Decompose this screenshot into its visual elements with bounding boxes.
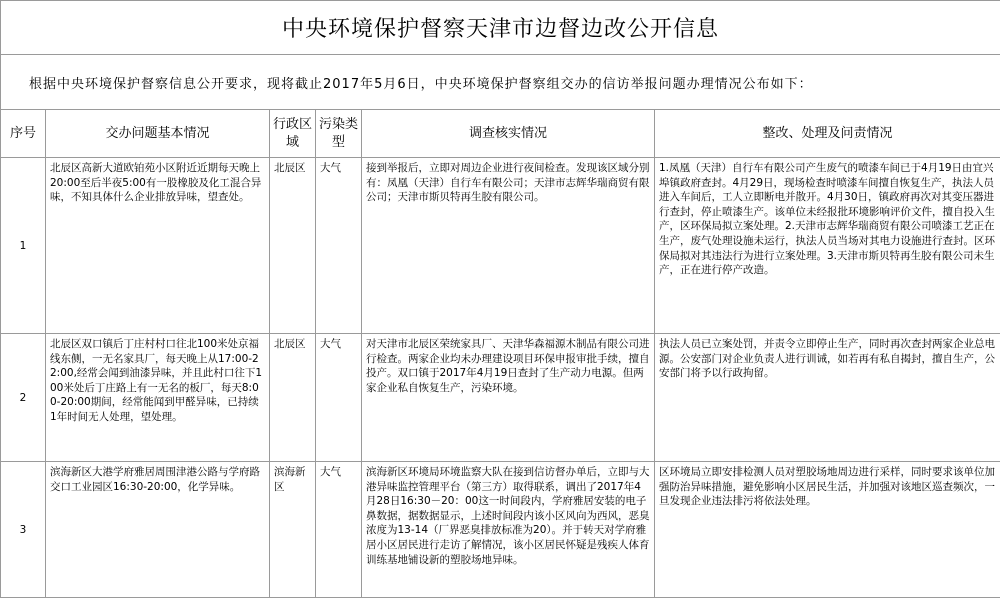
table-row: [1, 334, 1000, 462]
row-pollution: 大气: [316, 334, 362, 462]
header-seq: 序号: [1, 110, 46, 158]
row-seq: 2: [1, 334, 46, 462]
header-pollution: 污染类型: [316, 110, 362, 158]
header-district: 行政区域: [270, 110, 316, 158]
row-problem: 北辰区双口镇后丁庄村村口往北100米处京福线东侧，一无名家具厂，每天晚上从17:00-22:00,经常会闻到油漆异味，并且此村口往下100米处后丁庄路上有一无名的板厂，每天8:00-20:00期间，经常能闻到甲醛异味，已持续1年时间无人处理，望处理。: [46, 334, 270, 462]
intro-text: 根据中央环境保护督察信息公开要求，现将截止2017年5月6日，中央环境保护督察组交办的信访举报问题办理情况公布如下：: [1, 55, 1000, 110]
header-problem: 交办问题基本情况: [46, 110, 270, 158]
row-problem: 北辰区高新大道欧铂苑小区附近近期每天晚上20:00至后半夜5:00有一股橡胶及化工混合异味，不知具体什么企业排放异味，望查处。: [46, 158, 270, 334]
row-pollution: 大气: [316, 158, 362, 334]
header-investigation: 调查核实情况: [362, 110, 655, 158]
row-rectification: 执法人员已立案处罚，并责令立即停止生产，同时再次查封两家企业总电源。公安部门对企业负责人进行训诫，如若再有私自揭封，擅自生产，公安部门将予以行政拘留。: [655, 334, 1000, 462]
table-row: [1, 462, 1000, 598]
row-seq: 1: [1, 158, 46, 334]
header-rectification: 整改、处理及问责情况: [655, 110, 1000, 158]
table-row: [1, 158, 1000, 334]
row-investigation: 对天津市北辰区荣统家具厂、天津华森福源木制品有限公司进行检查。两家企业均未办理建设项目环保申报审批手续，擅自投产。双口镇于2017年4月19日查封了生产动力电源。但两家企业私自恢复生产，污染环境。: [362, 334, 655, 462]
row-district: 北辰区: [270, 158, 316, 334]
table-header-row: [1, 110, 1000, 158]
row-problem: 滨海新区大港学府雅居周围津港公路与学府路交口工业园区16:30-20:00，化学异味。: [46, 462, 270, 598]
row-seq: 3: [1, 462, 46, 598]
row-district: 北辰区: [270, 334, 316, 462]
row-investigation: 滨海新区环境局环境监察大队在接到信访督办单后，立即与大港异味监控管理平台（第三方）取得联系，调出了2017年4月28日16:30－20：00这一时间段内，学府雅居安装的电子鼻数据，据数据显示，上述时间段内该小区风向为西风，恶臭浓度为13-14（厂界恶臭排放标准为20）。并于转天对学府雅居小区居民进行走访了解情况，该小区居民怀疑是残疾人体育训练基地铺设新的塑胶场地异味。: [362, 462, 655, 598]
row-rectification: 1.凤凰（天津）自行车有限公司产生废气的喷漆车间已于4月19日由宜兴埠镇政府查封。4月29日，现场检查时喷漆车间擅自恢复生产，执法人员进入车间后，工人立即断电并散开。4月30日，镇政府再次对其变压器进行查封，停止喷漆生产。该单位未经报批环境影响评价文件，擅自投入生产，区环保局拟立案处理。2.天津市志辉华瑞商贸有限公司喷漆工艺正在生产，废气处理设施未运行，执法人员当场对其电力设施进行查封。区环保局拟对其违法行为进行立案处理。3.天津市斯贝特再生胶有限公司未生产，正在进行停产改造。: [655, 158, 1000, 334]
row-investigation: 接到举报后，立即对周边企业进行夜间检查。发现该区域分别有：凤凰（天津）自行车有限公司；天津市志辉华瑞商贸有限公司；天津市斯贝特再生胶有限公司。: [362, 158, 655, 334]
row-rectification: 区环境局立即安排检测人员对塑胶场地周边进行采样，同时要求该单位加强防治异味措施，避免影响小区居民生活，并加强对该地区巡查频次，一旦发现企业违法排污将依法处理。: [655, 462, 1000, 598]
page-title: 中央环境保护督察天津市边督边改公开信息: [1, 1, 1000, 55]
row-district: 滨海新区: [270, 462, 316, 598]
row-pollution: 大气: [316, 462, 362, 598]
